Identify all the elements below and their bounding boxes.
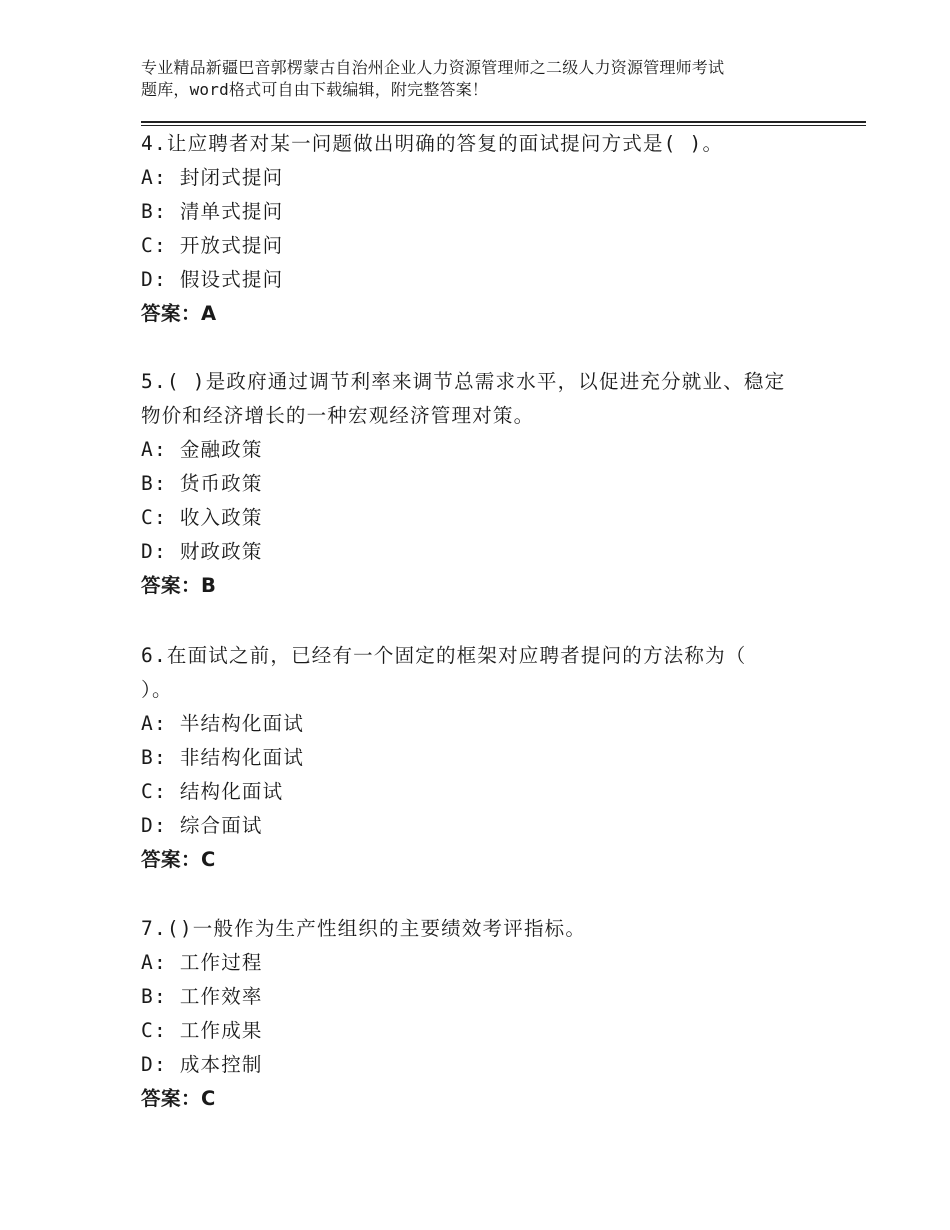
question-stem: 7.()一般作为生产性组织的主要绩效考评指标。 (141, 917, 587, 940)
question-stem: 6.在面试之前，已经有一个固定的框架对应聘者提问的方法称为（ (141, 644, 747, 667)
option-a: A: 工作过程 (141, 951, 263, 974)
question-5 (141, 365, 841, 603)
option-b: B: 工作效率 (141, 985, 263, 1008)
question-stem: 4.让应聘者对某一问题做出明确的答复的面试提问方式是( )。 (141, 132, 724, 155)
question-4 (141, 127, 841, 331)
option-b: B: 非结构化面试 (141, 746, 305, 769)
header-divider-thin (141, 125, 866, 126)
question-stem-continued: 物价和经济增长的一种宏观经济管理对策。 (141, 404, 535, 427)
answer: 答案：A (141, 302, 217, 325)
option-c: C: 工作成果 (141, 1019, 263, 1042)
option-d: D: 财政政策 (141, 540, 263, 563)
option-c: C: 收入政策 (141, 506, 263, 529)
question-7 (141, 912, 841, 1116)
option-d: D: 假设式提问 (141, 268, 284, 291)
option-a: A: 金融政策 (141, 438, 263, 461)
answer: 答案：C (141, 848, 216, 871)
option-c: C: 结构化面试 (141, 780, 284, 803)
answer: 答案：C (141, 1087, 216, 1110)
header-line-2: 题库，word格式可自由下载编辑，附完整答案！ (141, 80, 489, 99)
question-stem-continued: ）。 (141, 678, 173, 701)
option-b: B: 货币政策 (141, 472, 263, 495)
option-d: D: 成本控制 (141, 1053, 263, 1076)
header-divider-thick (141, 121, 866, 123)
document-header (141, 57, 841, 101)
option-a: A: 半结构化面试 (141, 712, 305, 735)
question-6 (141, 639, 841, 877)
option-d: D: 综合面试 (141, 814, 263, 837)
option-a: A: 封闭式提问 (141, 166, 284, 189)
answer: 答案：B (141, 574, 217, 597)
question-stem: 5.( )是政府通过调节利率来调节总需求水平，以促进充分就业、稳定 (141, 370, 786, 393)
option-c: C: 开放式提问 (141, 234, 284, 257)
header-line-1: 专业精品新疆巴音郭楞蒙古自治州企业人力资源管理师之二级人力资源管理师考试 (141, 58, 725, 77)
option-b: B: 清单式提问 (141, 200, 284, 223)
